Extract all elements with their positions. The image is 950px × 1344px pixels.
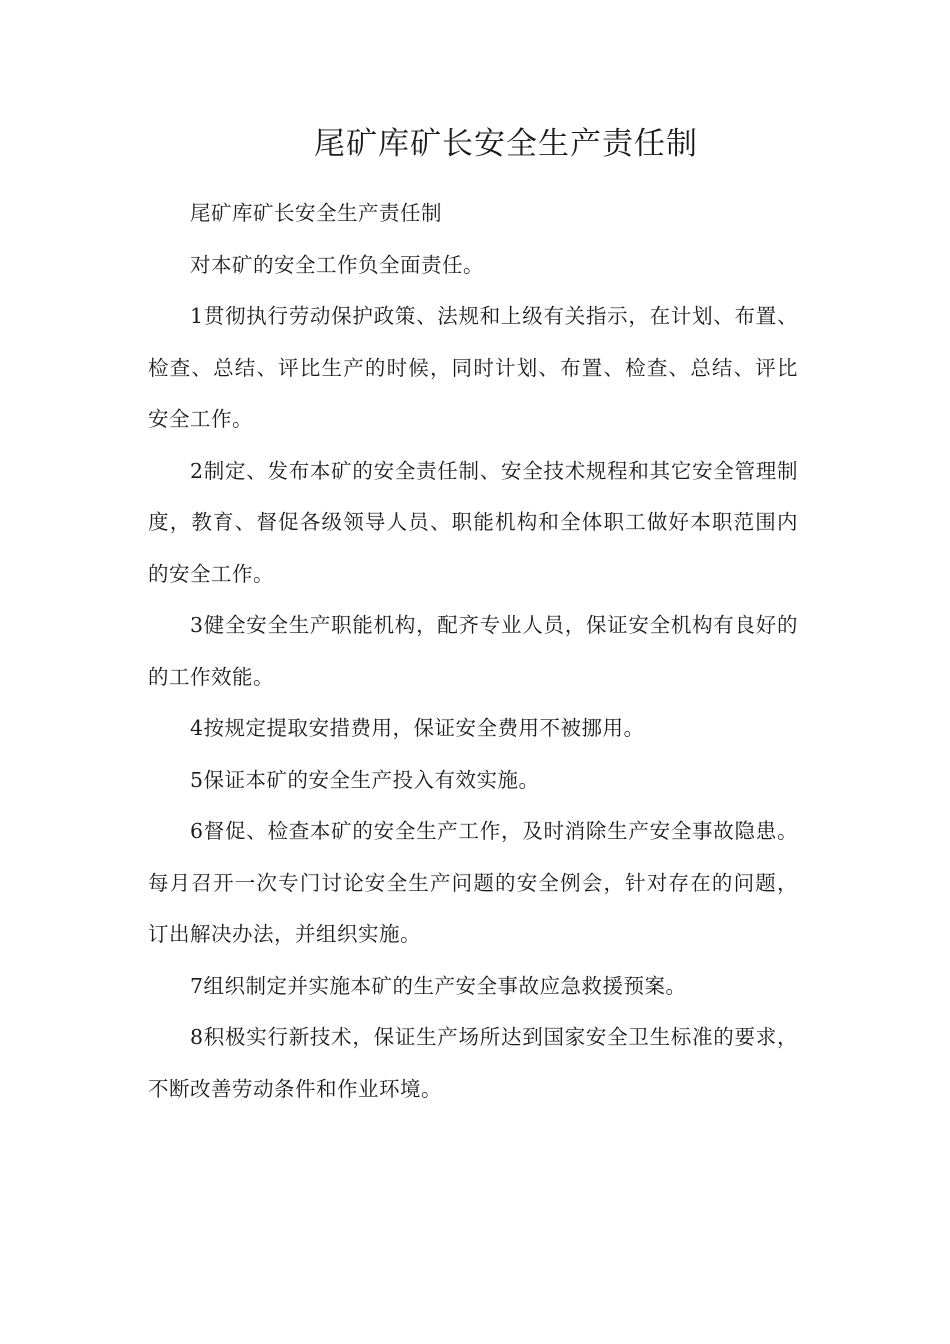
- document-body: [148, 188, 798, 1115]
- paragraph-item-8: 8积极实行新技术，保证生产场所达到国家安全卫生标准的要求，不断改善劳动条件和作业环境。: [148, 1025, 798, 1101]
- paragraph-item-7: 7组织制定并实施本矿的生产安全事故应急救援预案。: [190, 973, 687, 998]
- paragraph-item-4: 4按规定提取安措费用，保证安全费用不被挪用。: [190, 716, 645, 740]
- paragraph-item-6: 6督促、检查本矿的安全生产工作，及时消除生产安全事故隐患。每月召开一次专门讨论安全生产问题的安全例会，针对存在的问题，订出解决办法，并组织实施。: [148, 819, 798, 946]
- paragraph-item-3: 3健全安全生产职能机构，配齐专业人员，保证安全机构有良好的的工作效能。: [148, 613, 798, 689]
- paragraph-item-1: 1贯彻执行劳动保护政策、法规和上级有关指示，在计划、布置、检查、总结、评比生产的时候，同时计划、布置、检查、总结、评比安全工作。: [148, 304, 798, 431]
- document-title: 尾矿库矿长安全生产责任制: [314, 126, 698, 162]
- paragraph-item-5: 5保证本矿的安全生产投入有效实施。: [190, 767, 540, 792]
- paragraph-overall-responsibility: 对本矿的安全工作负全面责任。: [190, 252, 484, 277]
- paragraph-item-2: 2制定、发布本矿的安全责任制、安全技术规程和其它安全管理制度，教育、督促各级领导人员、职能机构和全体职工做好本职范围内的安全工作。: [148, 458, 798, 586]
- paragraph-subtitle: 尾矿库矿长安全生产责任制: [190, 201, 442, 225]
